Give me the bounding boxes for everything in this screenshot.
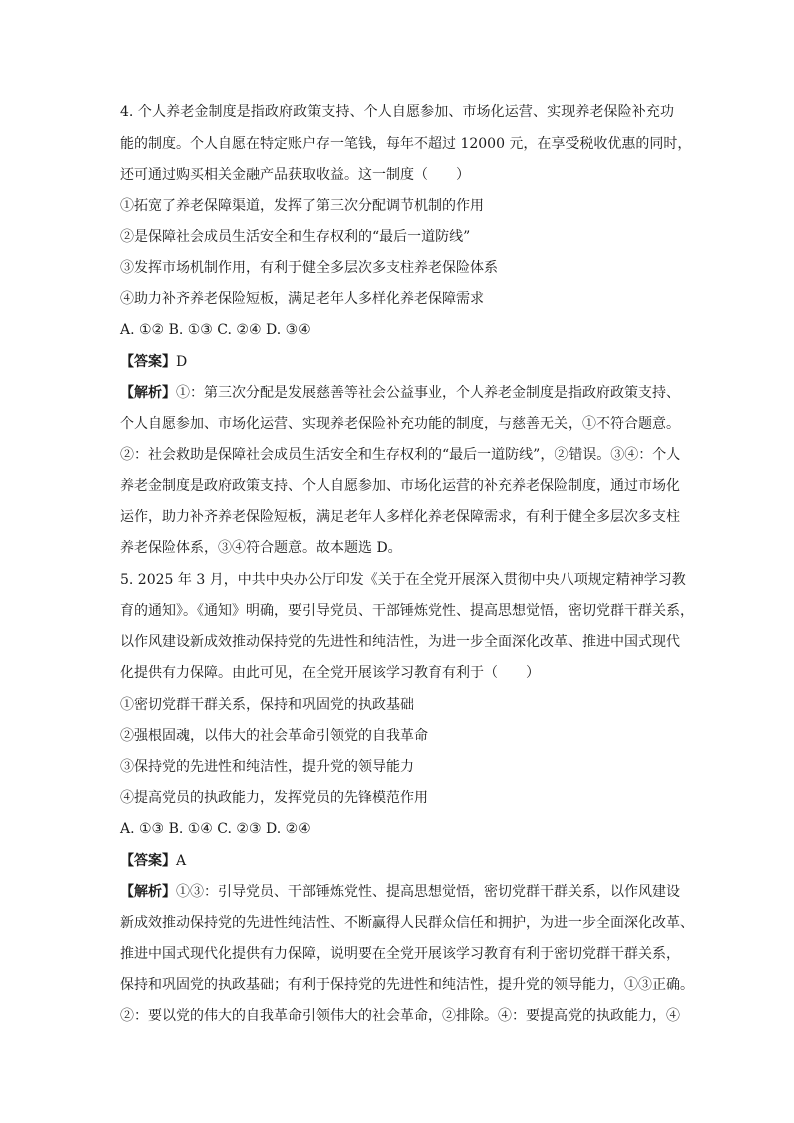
q5-choices: A. ①③ B. ①④ C. ②③ D. ②④ — [120, 821, 311, 837]
q5-analysis-label: 【解析】 — [120, 884, 176, 900]
q5-analysis-line-4: 保持和巩固党的执政基础；有利于保持党的先进性和纯洁性，提升党的领导能力，①③正确。 — [120, 977, 694, 993]
q4-analysis-label: 【解析】 — [120, 385, 176, 401]
q5-stem-line-3: 以作风建设新成效推动保持党的先进性和纯洁性，为进一步全面深化改革、推进中国式现代 — [120, 634, 680, 650]
q5-answer-value: A — [176, 853, 187, 869]
q5-option-2: ②强根固魂，以伟大的社会革命引领党的自我革命 — [120, 728, 428, 744]
q5-option-4: ④提高党员的执政能力，发挥党员的先锋模范作用 — [120, 790, 428, 806]
q4-option-4: ④助力补齐养老保险短板，满足老年人多样化养老保障需求 — [120, 291, 484, 307]
q5-stem-line-4: 化提供有力保障。由此可见，在全党开展该学习教育有利于（ ） — [120, 665, 540, 681]
q5-analysis-line-5: ②：要以党的伟大的自我革命引领伟大的社会革命，②排除。④：要提高党的执政能力，④ — [120, 1008, 680, 1024]
q4-stem-line-3: 还可通过购买相关金融产品获取收益。这一制度（ ） — [120, 167, 470, 183]
q4-stem-line-1: 4. 个人养老金制度是指政府政策支持、个人自愿参加、市场化运营、实现养老保险补充功 — [120, 104, 674, 120]
q5-stem-line-2: 育的通知》。《通知》明确，要引导党员、干部锤炼党性、提高思想觉悟，密切党群干群关系， — [120, 603, 694, 619]
q4-stem-line-2: 能的制度。个人自愿在特定账户存一笔钱，每年不超过 12000 元，在享受税收优惠的同时， — [120, 136, 692, 152]
q4-choices: A. ①② B. ①③ C. ②④ D. ③④ — [120, 322, 311, 338]
q4-analysis-line-4: 养老金制度是政府政策支持、个人自愿参加、市场化运营的补充养老保险制度，通过市场化 — [120, 478, 680, 494]
q4-analysis-line-3: ②：社会救助是保障社会成员生活安全和生存权利的“最后一道防线”，②错误。③④：个人 — [120, 447, 681, 463]
q4-analysis-line-2: 个人自愿参加、市场化运营、实现养老保险补充功能的制度，与慈善无关，①不符合题意。 — [120, 416, 680, 432]
q4-option-1: ①拓宽了养老保障渠道，发挥了第三次分配调节机制的作用 — [120, 198, 484, 214]
q4-analysis-text: ①：第三次分配是发展慈善等社会公益事业，个人养老金制度是指政府政策支持、 — [176, 385, 680, 401]
q5-option-1: ①密切党群干群关系，保持和巩固党的执政基础 — [120, 697, 414, 713]
q5-analysis-text: ①③：引导党员、干部锤炼党性、提高思想觉悟，密切党群干群关系，以作风建设 — [176, 884, 680, 900]
q5-analysis-line-2: 新成效推动保持党的先进性纯洁性、不断赢得人民群众信任和拥护，为进一步全面深化改革、 — [120, 915, 694, 931]
q5-analysis-line-3: 推进中国式现代化提供有力保障，说明要在全党开展该学习教育有利于密切党群干群关系， — [120, 946, 680, 962]
q4-analysis-line-1 — [120, 383, 680, 403]
q5-stem-line-1: 5. 2025 年 3 月，中共中央办公厅印发《关于在全党开展深入贯彻中央八项规定精神学习教 — [120, 572, 686, 588]
q4-answer-value: D — [176, 354, 188, 370]
q5-answer — [120, 851, 186, 871]
q4-option-3: ③发挥市场机制作用，有利于健全多层次多支柱养老保险体系 — [120, 260, 498, 276]
q4-answer-label: 【答案】 — [120, 354, 176, 370]
q4-answer — [120, 352, 187, 372]
q5-analysis-line-1 — [120, 882, 680, 902]
q5-answer-label: 【答案】 — [120, 853, 176, 869]
q4-analysis-line-5: 运作，助力补齐养老保险短板，满足老年人多样化养老保障需求，有利于健全多层次多支柱 — [120, 509, 680, 525]
q5-option-3: ③保持党的先进性和纯洁性，提升党的领导能力 — [120, 759, 414, 775]
q4-analysis-line-6: 养老保险体系，③④符合题意。故本题选 D。 — [120, 540, 402, 556]
q4-option-2: ②是保障社会成员生活安全和生存权利的“最后一道防线” — [120, 229, 471, 245]
